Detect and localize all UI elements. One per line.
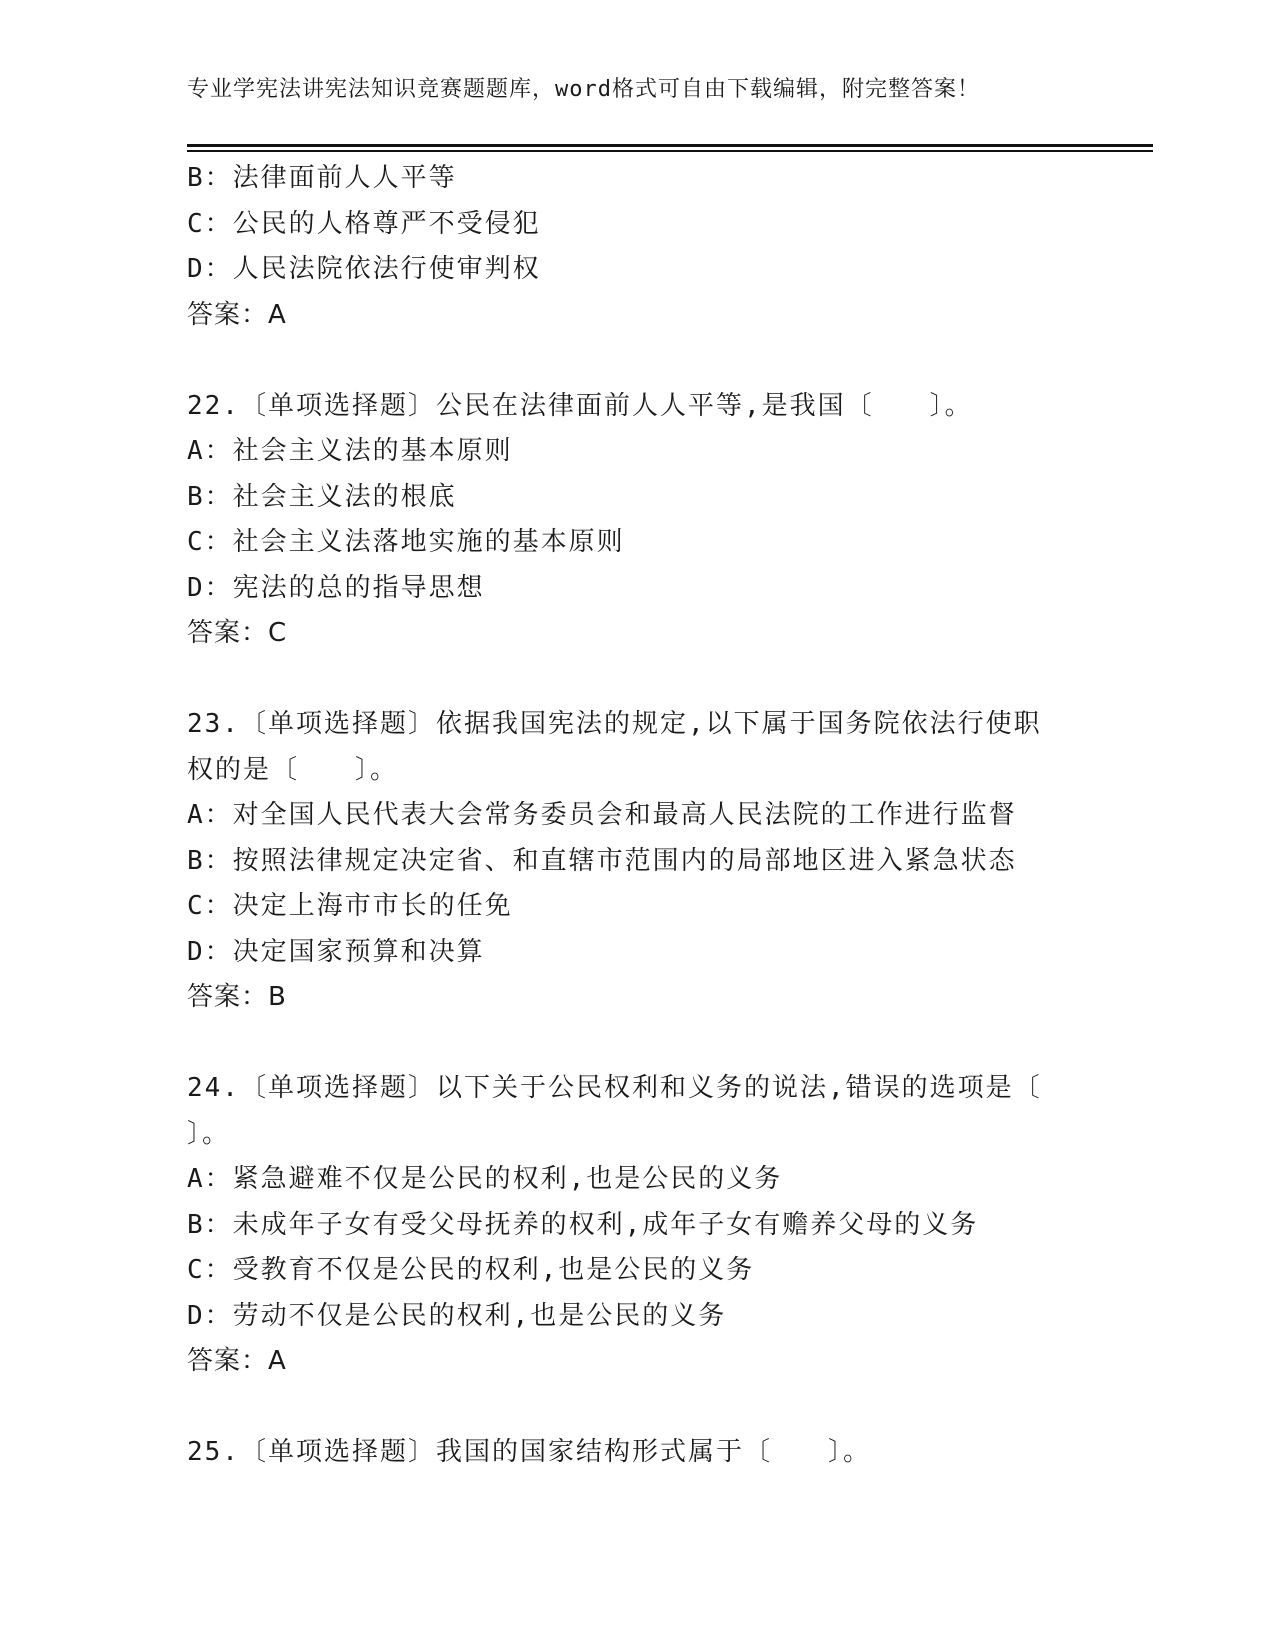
question-stem: 22.〔单项选择题〕公民在法律面前人人平等,是我国〔 〕。 [187, 390, 973, 421]
answer: 答案：A [187, 299, 287, 330]
question-stem: 23.〔单项选择题〕依据我国宪法的规定,以下属于国务院依法行使职 [187, 709, 1042, 739]
header-rule-thin [187, 150, 1153, 152]
question-stem: 25.〔单项选择题〕我国的国家结构形式属于〔 〕。 [187, 1437, 871, 1467]
header-rule-thick [187, 144, 1153, 147]
option-d: D：人民法院依法行使审判权 [187, 254, 541, 284]
option-b: B：社会主义法的根底 [187, 481, 457, 512]
option-b: B：未成年子女有受父母抚养的权利,成年子女有赡养父母的义务 [187, 1209, 979, 1240]
answer: 答案：C [187, 618, 288, 648]
question-stem-cont: 权的是〔 〕。 [187, 754, 399, 785]
option-c: C：社会主义法落地实施的基本原则 [187, 527, 625, 557]
option-c: C：公民的人格尊严不受侵犯 [187, 208, 541, 239]
option-d: D：劳动不仅是公民的权利,也是公民的义务 [187, 1300, 727, 1331]
question-stem: 24.〔单项选择题〕以下关于公民权利和义务的说法,错误的选项是〔 [187, 1073, 1042, 1103]
option-c: C：决定上海市市长的任免 [187, 891, 513, 921]
option-d: D：决定国家预算和决算 [187, 936, 485, 967]
option-c: C：受教育不仅是公民的权利,也是公民的义务 [187, 1255, 755, 1285]
option-b: B：法律面前人人平等 [187, 163, 457, 193]
option-b: B：按照法律规定决定省、和直辖市范围内的局部地区进入紧急状态 [187, 845, 1017, 876]
question-stem-cont: 〕。 [187, 1118, 231, 1149]
answer: 答案：A [187, 1346, 287, 1376]
question-list [187, 156, 1087, 1476]
option-d: D：宪法的总的指导思想 [187, 572, 485, 603]
option-a: A：社会主义法的基本原则 [187, 436, 513, 466]
option-a: A：对全国人民代表大会常务委员会和最高人民法院的工作进行监督 [187, 800, 1017, 830]
answer: 答案：B [187, 982, 287, 1012]
page-header: 专业学宪法讲宪法知识竞赛题题库，word格式可自由下载编辑，附完整答案！ [187, 77, 980, 102]
option-a: A：紧急避难不仅是公民的权利,也是公民的义务 [187, 1164, 783, 1194]
